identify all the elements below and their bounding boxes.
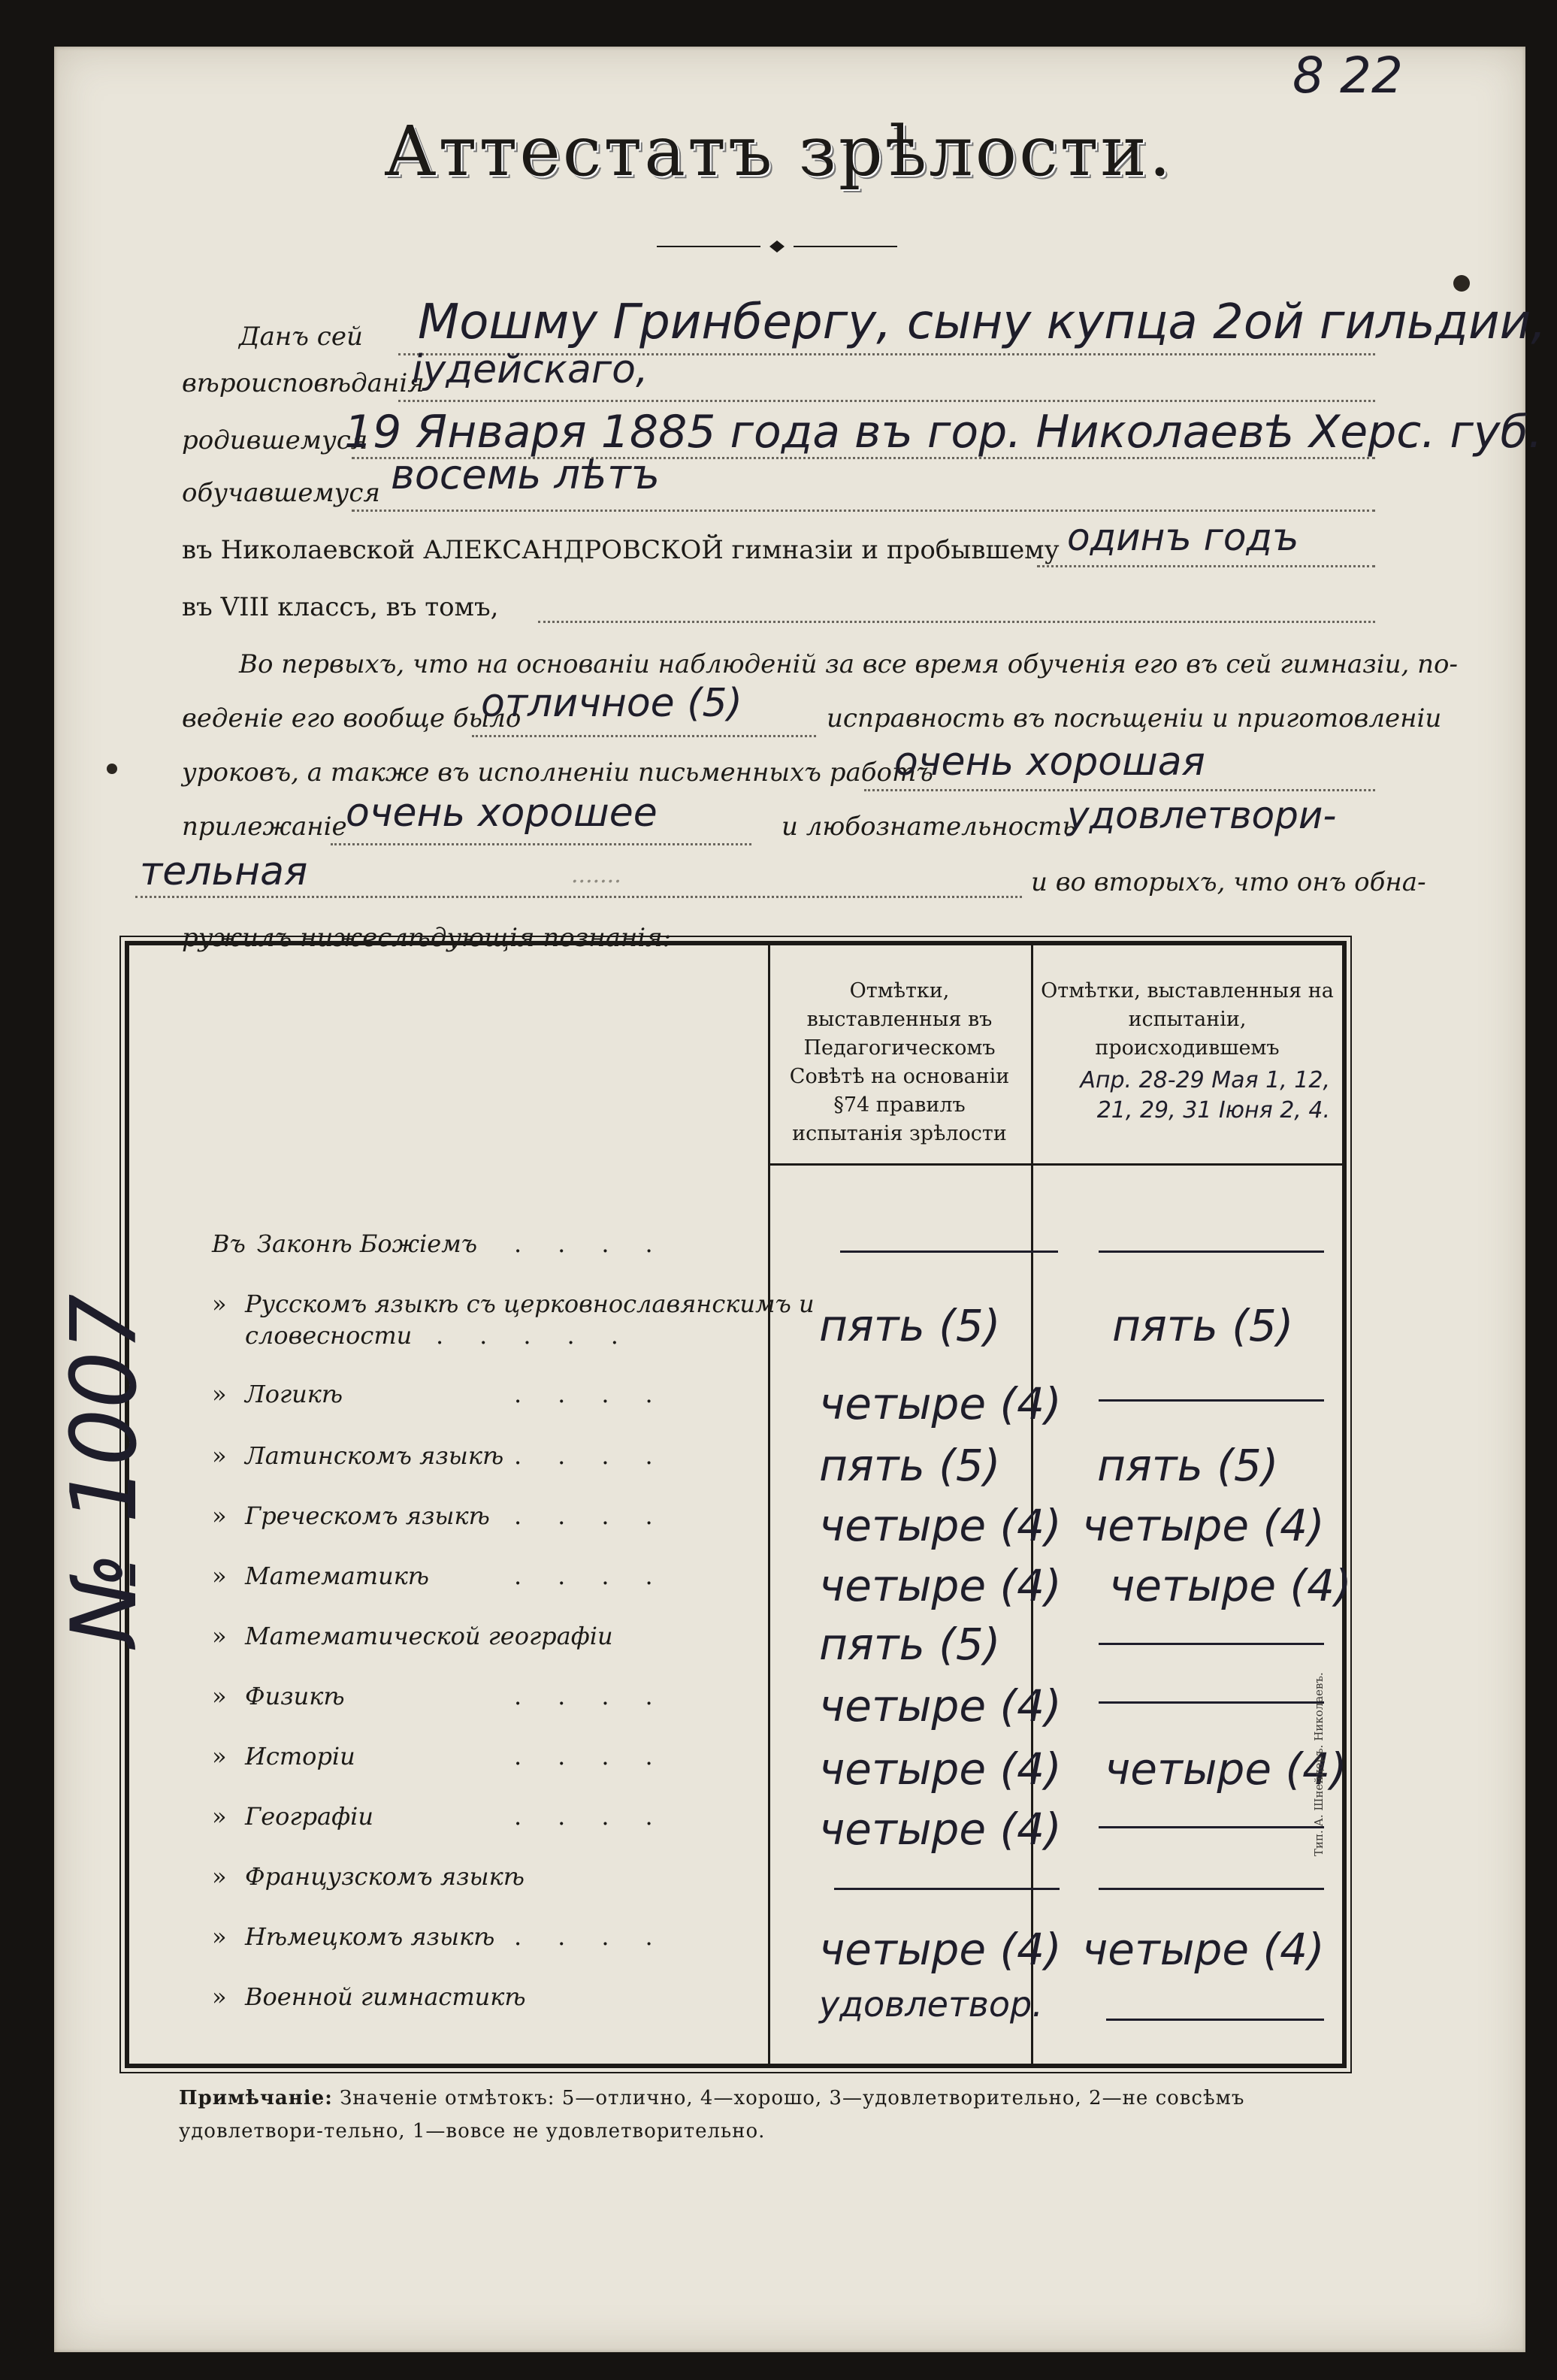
- council-grade: четыре (4): [819, 1560, 1062, 1611]
- ditto-mark: »: [212, 1742, 227, 1771]
- curiosity-field-continued: тельная: [140, 849, 308, 894]
- field-line: [331, 843, 751, 845]
- leader-dots: ....: [514, 1441, 689, 1470]
- empty-grade-dash: [1099, 1250, 1324, 1253]
- subject-row: [212, 1622, 613, 1650]
- subject-row: [212, 1380, 343, 1408]
- exam-grade: четыре (4): [1105, 1743, 1347, 1795]
- exam-grade: четыре (4): [1082, 1500, 1325, 1551]
- ditto-mark: »: [212, 1922, 227, 1951]
- behavior-field: отличное (5): [481, 681, 742, 726]
- council-grade: пять (5): [819, 1440, 1001, 1491]
- exam-grade: пять (5): [1112, 1300, 1294, 1351]
- grading-note: [179, 2082, 1381, 2148]
- punch-hole: [1453, 275, 1470, 292]
- ditto-mark: »: [212, 1862, 227, 1891]
- subject-row: [212, 1441, 503, 1470]
- empty-grade-dash: [840, 1250, 1058, 1253]
- ditto-mark: »: [212, 1501, 227, 1530]
- study-years-field: восемь лѣтъ: [391, 451, 660, 498]
- council-grades-header: Отмѣтки, выставленныя въ Педагогическомъ Совѣтѣ на основаніи §74 правилъ испытанія зрѣлости: [789, 979, 1010, 1145]
- note-text: Значеніе отмѣтокъ: 5—отлично, 4—хорошо, 3—удовлетворительно, 2—не совсѣмъ удовлетвори-тельно, 1—вовсе не удовлетворительно.: [179, 2087, 1245, 2143]
- ditto-mark: »: [212, 1441, 227, 1470]
- field-line: [1037, 565, 1375, 567]
- council-grade: удовлетвор.: [819, 1984, 1043, 2025]
- paragraph-line-2-start: веденіе его вообще было: [182, 703, 522, 733]
- subject-name: Русскомъ языкѣ съ церковнославянскимъ и: [245, 1290, 815, 1318]
- diligence-field: очень хорошее: [346, 791, 658, 836]
- label-given-to: Данъ сей: [239, 322, 363, 352]
- ditto-mark: »: [212, 1562, 227, 1590]
- label-born: родившемуся: [182, 425, 368, 455]
- council-grade: пять (5): [819, 1300, 1001, 1351]
- title-ornament: [657, 239, 897, 254]
- ditto-mark: »: [212, 1290, 227, 1318]
- class-line: въ VIII классъ, въ томъ,: [182, 592, 499, 622]
- subject-row: [212, 1562, 429, 1590]
- paragraph-line-6: ружилъ нижеслѣдующія познанія:: [182, 923, 672, 953]
- subject-row-continued: [245, 1321, 412, 1350]
- subject-prefix: Въ: [212, 1229, 246, 1258]
- subject-row: [212, 1982, 526, 2011]
- empty-grade-dash: [834, 1888, 1060, 1890]
- subject-name: Логикѣ: [245, 1380, 343, 1408]
- subject-name: Физикѣ: [245, 1682, 345, 1710]
- ditto-mark: »: [212, 1982, 227, 2011]
- exam-grade: пять (5): [1097, 1440, 1279, 1491]
- registration-number: № 1007: [53, 1293, 157, 1646]
- field-line: [135, 896, 1022, 898]
- exam-grades-header: Отмѣтки, выставленныя на испытаніи, происходившемъ: [1041, 979, 1334, 1060]
- years-in-class-field: одинъ годъ: [1067, 516, 1299, 559]
- paragraph-line-1: Во первыхъ, что на основаніи наблюденій за все время обученія его въ сей гимназіи, по-: [239, 649, 1458, 679]
- leader-dots: ....: [514, 1501, 689, 1530]
- field-line: [472, 735, 816, 737]
- printer-stamp: Тип. А. Шнейдеръ. Николаевъ.: [1312, 1672, 1326, 1856]
- subject-row: [212, 1682, 345, 1710]
- exam-dates-field: Апр. 28-29 Мая 1, 12, 21, 29, 31 Іюня 2, 4.: [1080, 1067, 1330, 1123]
- leader-dots: ....: [514, 1229, 689, 1258]
- empty-grade-dash: [1099, 1888, 1324, 1890]
- council-grade: четыре (4): [819, 1924, 1062, 1975]
- paragraph-line-2-end: исправность въ посѣщеніи и приготовленіи: [827, 703, 1442, 733]
- note-label: Примѣчаніе:: [179, 2087, 333, 2109]
- council-grade: четыре (4): [819, 1378, 1062, 1429]
- ditto-mark: »: [212, 1802, 227, 1831]
- paragraph-line-3: уроковъ, а также въ исполненіи письменныхъ работъ: [182, 758, 933, 788]
- subject-row: [212, 1862, 525, 1891]
- pencil-annotation: ·······: [571, 869, 621, 895]
- label-studied: обучавшемуся: [182, 478, 380, 508]
- leader-dots: ....: [514, 1380, 689, 1408]
- subject-name: Законѣ Божіемъ: [257, 1229, 478, 1258]
- subject-name: Военной гимнастикѣ: [245, 1982, 526, 2011]
- empty-grade-dash: [1099, 1399, 1324, 1402]
- subject-row: [212, 1501, 490, 1530]
- council-grade: четыре (4): [819, 1500, 1062, 1551]
- empty-grade-dash: [1106, 2019, 1324, 2021]
- student-name-field: Мошмy Гринбергу, сыну купца 2ой гильдии,: [418, 295, 1546, 350]
- council-grade: четыре (4): [819, 1804, 1062, 1855]
- empty-grade-dash: [1099, 1643, 1324, 1645]
- religion-field: iудейскаго,: [412, 347, 648, 392]
- subject-row: [212, 1742, 355, 1771]
- subject-name: Исторіи: [245, 1742, 355, 1771]
- subject-row: [212, 1802, 373, 1831]
- birth-field: 19 Января 1885 года въ гор. Николаевѣ Херс. губ.: [344, 406, 1543, 458]
- exam-grade: четыре (4): [1109, 1560, 1352, 1611]
- paragraph-line-5-end: и во вторыхъ, что онъ обна-: [1031, 867, 1426, 897]
- leader-dots: .....: [436, 1321, 655, 1350]
- paragraph-line-4-start: прилежаніе: [182, 812, 347, 842]
- subject-name: Латинскомъ языкѣ: [245, 1441, 504, 1470]
- curiosity-field: удовлетвори-: [1067, 794, 1337, 837]
- written-work-field: очень хорошая: [894, 739, 1205, 785]
- field-line: [538, 621, 1375, 623]
- document-title: Аттестатъ зрѣлости.: [383, 111, 1174, 192]
- council-grade: пять (5): [819, 1619, 1001, 1670]
- subject-row: [212, 1229, 477, 1258]
- subject-name: Французскомъ языкѣ: [245, 1862, 525, 1891]
- field-line: [398, 400, 1375, 402]
- leader-dots: ....: [514, 1802, 689, 1831]
- subject-name: словесности: [245, 1321, 413, 1350]
- punch-hole: [107, 764, 117, 774]
- council-grade: четыре (4): [819, 1743, 1062, 1795]
- paragraph-line-4-mid: и любознательность: [782, 812, 1076, 842]
- leader-dots: ....: [514, 1742, 689, 1771]
- subject-name: Географіи: [245, 1802, 374, 1831]
- header-divider: [768, 1163, 1342, 1166]
- ditto-mark: »: [212, 1682, 227, 1710]
- gymnasium-line: въ Николаевской АЛЕКСАНДРОВСКОЙ гимназіи и пробывшему: [182, 535, 1060, 565]
- leader-dots: ....: [514, 1562, 689, 1590]
- field-line: [352, 510, 1375, 512]
- council-grade: четыре (4): [819, 1680, 1062, 1731]
- subject-name: Греческомъ языкѣ: [245, 1501, 490, 1530]
- archive-mark: 8 22: [1292, 47, 1403, 104]
- subject-row: [212, 1922, 494, 1951]
- ditto-mark: »: [212, 1380, 227, 1408]
- ditto-mark: »: [212, 1622, 227, 1650]
- leader-dots: ....: [514, 1682, 689, 1710]
- empty-grade-dash: [1099, 1826, 1324, 1828]
- leader-dots: ....: [514, 1922, 689, 1951]
- exam-grade: четыре (4): [1082, 1924, 1325, 1975]
- subject-name: Математикѣ: [245, 1562, 430, 1590]
- subject-row: [212, 1290, 815, 1318]
- label-religion: вѣроисповѣданія: [182, 368, 425, 398]
- field-line: [864, 789, 1375, 791]
- subject-name: Математической географіи: [245, 1622, 613, 1650]
- empty-grade-dash: [1099, 1701, 1324, 1704]
- column-divider: [768, 945, 770, 2064]
- subject-name: Нѣмецкомъ языкѣ: [245, 1922, 495, 1951]
